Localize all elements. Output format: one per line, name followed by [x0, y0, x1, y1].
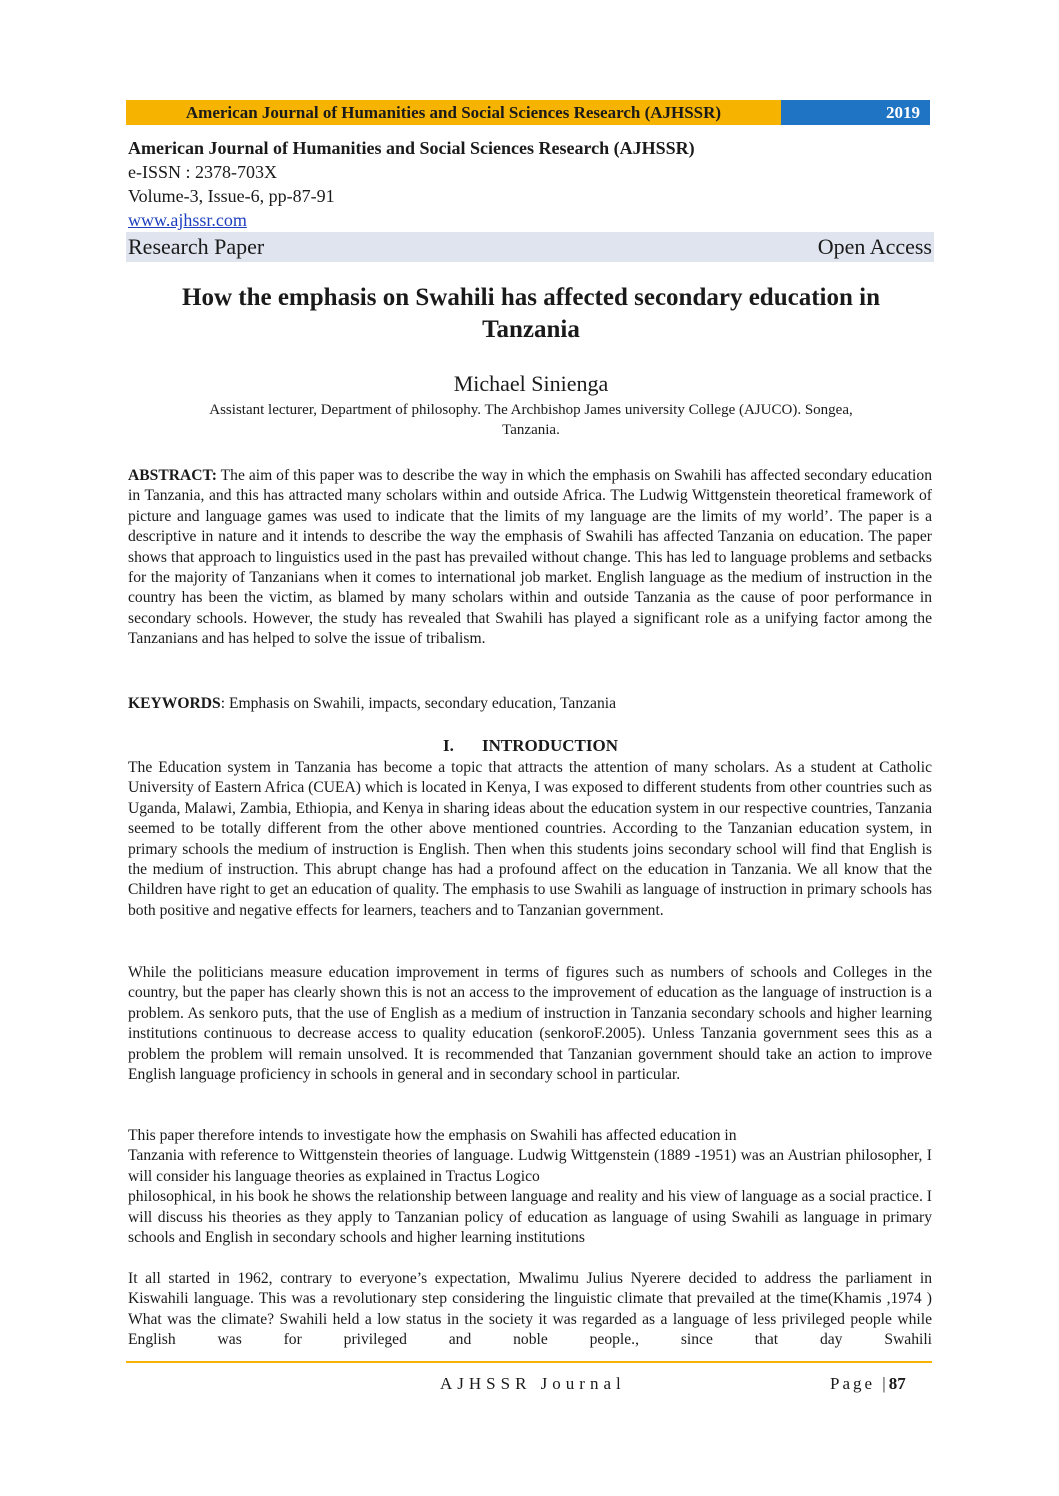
section-title: INTRODUCTION: [482, 736, 619, 755]
keywords: [128, 694, 932, 714]
intro-paragraph-1: [128, 758, 932, 921]
intro-paragraph-3-line3: philosophical, in his book he shows the relationship between language and reality and his view of language as a social practice. I will discuss his theories as they apply to Tanzanian policy of education as language of using Swahili as language in primary schools and English in secondary schools and higher learning institutions: [128, 1188, 932, 1247]
author-name: Michael Sinienga: [453, 371, 609, 396]
affiliation-line1: Assistant lecturer, Department of philosophy. The Archbishop James university College (AJUCO). Songea,: [209, 402, 853, 418]
affiliation-line2: Tanzania.: [502, 422, 560, 438]
footer-divider: [126, 1361, 932, 1363]
section-number: I.: [443, 736, 454, 755]
intro-paragraph-2-text: While the politicians measure education improvement in terms of figures such as numbers of schools and Colleges in the country, but the paper has clearly shown this is not an access to the improvement of education as the language of instruction is a problem. As senkoro puts, that the use of English as a medium of instruction in Tanzania secondary schools and higher learning institutions continuous to decrease access to quality education (senkoroF.2005). Unless Tanzania government sees this as a problem the problem will remain unsolved. It is recommended that Tanzanian government should take an action to improve English language proficiency in schools in general and in secondary school in particular.: [128, 964, 932, 1084]
abstract-text: The aim of this paper was to describe the way in which the emphasis on Swahili has affected secondary education in Tanzania, and this has attracted many scholars within and outside Africa. The Ludwig Wittgenstein theoretical framework of picture and language games was used to indicate that the limits of my language are the limits of my world’. The paper is a descriptive in nature and it intends to describe the way the emphasis of Swahili has affected Tanzania on education. The paper shows that approach to linguistics used in the past has prevailed without change. This has led to language problems and setbacks for the majority of Tanzanians when it comes to international job market. English language as the medium of instruction in the country has been the victim, as blamed by many scholars within and outside Tanzania as the cause of poor performance in secondary schools. However, the study has revealed that Swahili has played a significant role as a unifying factor among the Tanzanians and has helped to solve the issue of tribalism.: [128, 467, 932, 648]
keywords-text: : Emphasis on Swahili, impacts, secondary education, Tanzania: [220, 695, 617, 712]
footer-journal: AJHSSR Journal: [440, 1374, 626, 1393]
intro-paragraph-3-line2: Tanzania with reference to Wittgenstein theories of language. Ludwig Wittgenstein (1889 -1951) was an Austrian philosopher, I will consider his language theories as explained in Tractus Logico: [128, 1147, 932, 1185]
intro-paragraph-4: [128, 1269, 932, 1351]
intro-paragraph-3-line1: This paper therefore intends to investigate how the emphasis on Swahili has affected education in: [128, 1127, 737, 1144]
journal-issn: e-ISSN : 2378-703X: [128, 162, 277, 182]
journal-info-block: [128, 136, 934, 262]
abstract-label: ABSTRACT:: [128, 467, 217, 484]
paper-title-line2: Tanzania: [482, 316, 580, 343]
access-type: Open Access: [817, 234, 932, 259]
footer-page-label: Page |: [830, 1374, 889, 1393]
author-affiliation: [128, 400, 934, 440]
paper-title-line1: How the emphasis on Swahili has affected secondary education in: [182, 284, 880, 311]
footer-page-number: 87: [888, 1374, 906, 1393]
paper-type-bar: [126, 232, 934, 262]
keywords-label: KEYWORDS: [128, 695, 221, 712]
paper-type: Research Paper: [128, 234, 265, 259]
intro-paragraph-3: [128, 1126, 932, 1248]
intro-paragraph-2: [128, 963, 932, 1085]
footer-page: [830, 1374, 906, 1394]
journal-url-link[interactable]: www.ajhssr.com: [128, 210, 247, 230]
intro-paragraph-4-text: It all started in 1962, contrary to everyone’s expectation, Mwalimu Julius Nyerere decided to address the parliament in Kiswahili language. This was a revolutionary step considering the linguistic climate that prevailed at the time(Khamis ,1974 ) What was the climate? Swahili held a low status in the society it was regarded as a language of less privileged people while English was for privileged and noble people., since that day Swahili: [128, 1270, 932, 1349]
intro-paragraph-1-text: The Education system in Tanzania has become a topic that attracts the attention of many scholars. As a student at Catholic University of Eastern Africa (CUEA) which is located in Kenya, I was exposed to different students from other countries such as Uganda, Malawi, Zambia, Ethiopia, and Kenya in sharing ideas about the education system in our respective countries, Tanzania seemed to be totally different from the other above mentioned countries. According to the Tanzanian education system, in primary schools the medium of instruction is English. Then when this students joins secondary school will find that English is the medium of instruction. This abrupt change has had a profound affect on the education in Tanzania. We all know that the Children have right to get an education of quality. The emphasis to use Swahili as language of instruction in primary schools has both positive and negative effects for learners, teachers and to Tanzanian government.: [128, 759, 932, 919]
header-year: 2019: [781, 100, 930, 125]
journal-name: American Journal of Humanities and Social Sciences Research (AJHSSR): [128, 138, 695, 158]
header-journal-name: American Journal of Humanities and Social Sciences Research (AJHSSR): [126, 100, 781, 125]
abstract: [128, 466, 932, 650]
journal-volume: Volume-3, Issue-6, pp-87-91: [128, 186, 335, 206]
paper-title: [128, 282, 934, 346]
running-header: [126, 100, 930, 125]
